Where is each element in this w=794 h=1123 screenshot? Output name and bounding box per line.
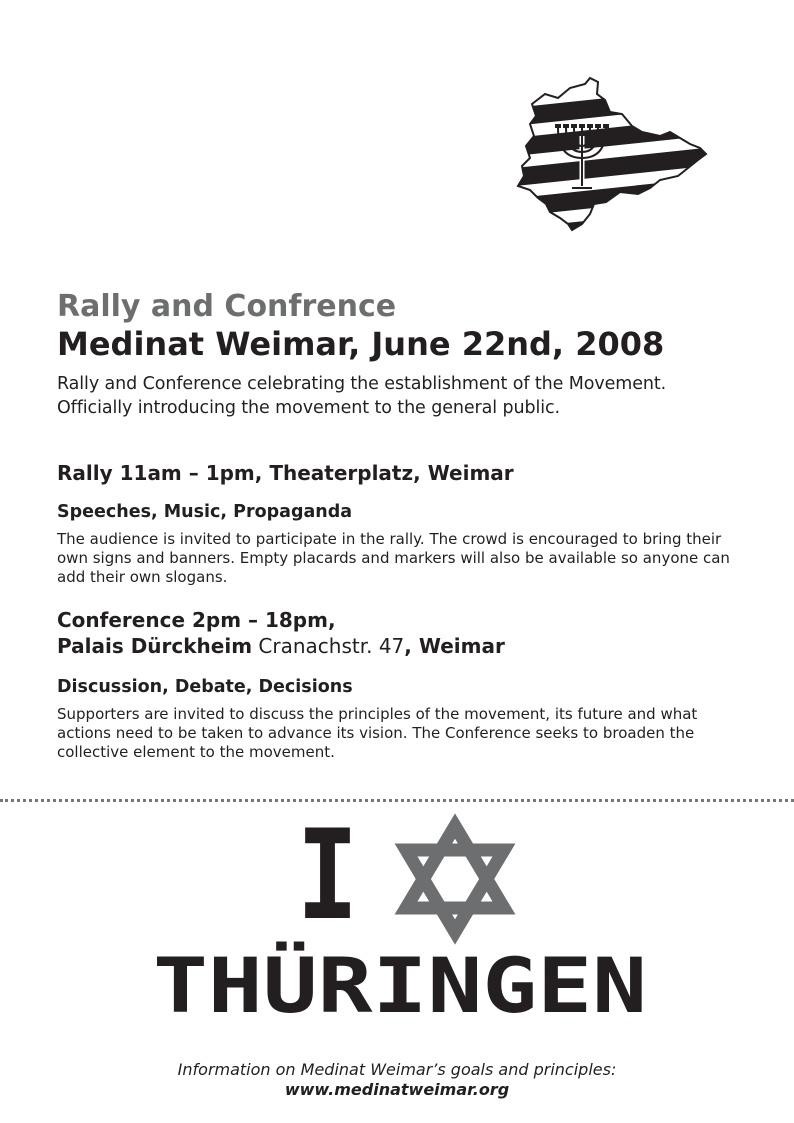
slogan-region: [150, 941, 650, 1030]
event-title: Medinat Weimar, June 22nd, 2008: [57, 325, 665, 363]
conference-time: Conference 2pm – 18pm,: [57, 608, 336, 632]
dotted-divider: [0, 799, 794, 802]
star-of-david-icon: [398, 822, 512, 936]
event-subtitle: Rally and Confrence: [57, 289, 397, 324]
intro-text: [57, 372, 737, 420]
slogan-letter-i: [295, 804, 360, 948]
rally-text: The audience is invited to participate in the rally. The crowd is encouraged to bring their own signs and banners. Empty placards and markers will also be available so anyone can add their own slogans.: [57, 530, 730, 586]
slogan-region-text: THÜRINGEN: [153, 941, 565, 1030]
conference-subheading: Discussion, Debate, Decisions: [57, 677, 353, 697]
rally-subheading: Speeches, Music, Propaganda: [57, 502, 353, 522]
conference-text: Supporters are invited to discuss the principles of the movement, its future and what actions need to be taken to advance its vision. The Conference seeks to broaden the collective element to the movement.: [57, 705, 698, 761]
slogan-letter-text: I: [296, 804, 359, 948]
footer: [0, 1060, 794, 1100]
conference-venue-address: Cranachstr. 47: [252, 634, 405, 658]
rally-heading: Rally 11am – 1pm, Theaterplatz, Weimar: [57, 461, 514, 485]
thuringia-map-menorah-icon: [510, 76, 715, 238]
intro-line-1: Rally and Conference celebrating the establishment of the Movement.: [57, 374, 667, 394]
conference-heading: [57, 607, 737, 659]
intro-line-2: Officially introducing the movement to the general public.: [57, 398, 560, 418]
website-link[interactable]: www.medinatweimar.org: [284, 1080, 510, 1099]
event-announcement: [57, 289, 737, 762]
footer-info: Information on Medinat Weimar’s goals and principles:: [177, 1060, 617, 1079]
conference-venue-name: Palais Dürckheim: [57, 634, 253, 658]
conference-venue-city: , Weimar: [404, 634, 505, 658]
